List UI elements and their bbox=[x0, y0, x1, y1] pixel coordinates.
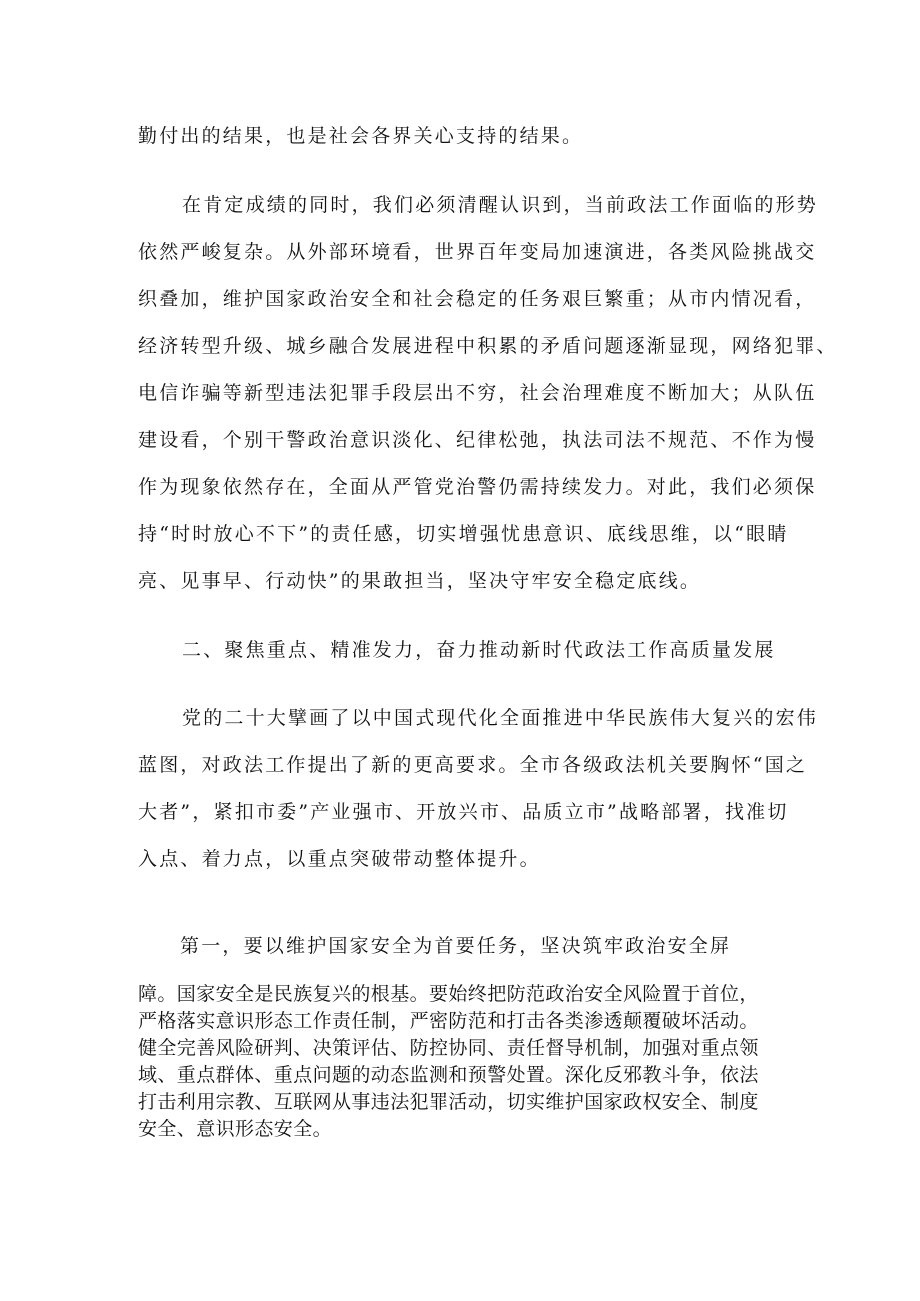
paragraph-line: 打击利用宗教、互联网从事违法犯罪活动，切实维护国家政权安全、制度 bbox=[138, 1091, 759, 1113]
paragraph-line: 障。国家安全是民族复兴的根基。要始终把防范政治安全风险置于首位， bbox=[138, 983, 759, 1005]
paragraph-line: 大者”，紧扣市委”产业强市、开放兴市、品质立市”战略部署，找准切 bbox=[138, 801, 789, 823]
paragraph-line: 勤付出的结果，也是社会各界关心支持的结果。 bbox=[138, 125, 584, 147]
paragraph-line: 安全、意识形态安全。 bbox=[138, 1118, 333, 1140]
paragraph-line: 持“时时放心不下”的责任感，切实增强忧患意识、底线思维，以“眼睛 bbox=[138, 523, 789, 545]
paragraph-line: 党的二十大擘画了以中国式现代化全面推进中华民族伟大复兴的宏伟 bbox=[182, 707, 819, 729]
paragraph-line: 亮、见事早、行动快”的果敢担当，坚决守牢安全稳定底线。 bbox=[138, 570, 702, 592]
paragraph-line: 入点、着力点，以重点突破带动整体提升。 bbox=[138, 848, 541, 870]
paragraph-line: 域、重点群体、重点问题的动态监测和预警处置。深化反邪教斗争，依法 bbox=[138, 1064, 759, 1086]
paragraph-line: 经济转型升级、城乡融合发展进程中积累的矛盾问题逐渐显现，网络犯罪、 bbox=[138, 335, 838, 357]
section-heading: 二、聚焦重点、精准发力，奋力推动新时代政法工作高质量发展 bbox=[182, 639, 776, 661]
paragraph-line: 依然严峻复杂。从外部环境看，世界百年变局加速演进，各类风险挑战交 bbox=[138, 241, 817, 263]
paragraph-line: 建设看，个别干警政治意识淡化、纪律松弛，执法司法不规范、不作为慢 bbox=[138, 429, 817, 451]
paragraph-line: 电信诈骗等新型违法犯罪手段层出不穷，社会治理难度不断加大；从队伍 bbox=[138, 382, 817, 404]
paragraph-line: 织叠加，维护国家政治安全和社会稳定的任务艰巨繁重；从市内情况看， bbox=[138, 288, 817, 310]
paragraph-line: 作为现象依然存在，全面从严管党治警仍需持续发力。对此，我们必须保 bbox=[138, 476, 817, 498]
paragraph-line: 在肯定成绩的同时，我们必须清醒认识到，当前政法工作面临的形势 bbox=[182, 194, 819, 216]
item-heading: 第一，要以维护国家安全为首要任务，坚决筑牢政治安全屏 bbox=[180, 935, 732, 957]
paragraph-line: 健全完善风险研判、决策评估、防控协同、责任督导机制，加强对重点领 bbox=[138, 1037, 759, 1059]
paragraph-line: 蓝图，对政法工作提出了新的更高要求。全市各级政法机关要胸怀“国之 bbox=[138, 754, 808, 776]
paragraph-line: 严格落实意识形态工作责任制，严密防范和打击各类渗透颠覆破坏活动。 bbox=[138, 1010, 759, 1032]
